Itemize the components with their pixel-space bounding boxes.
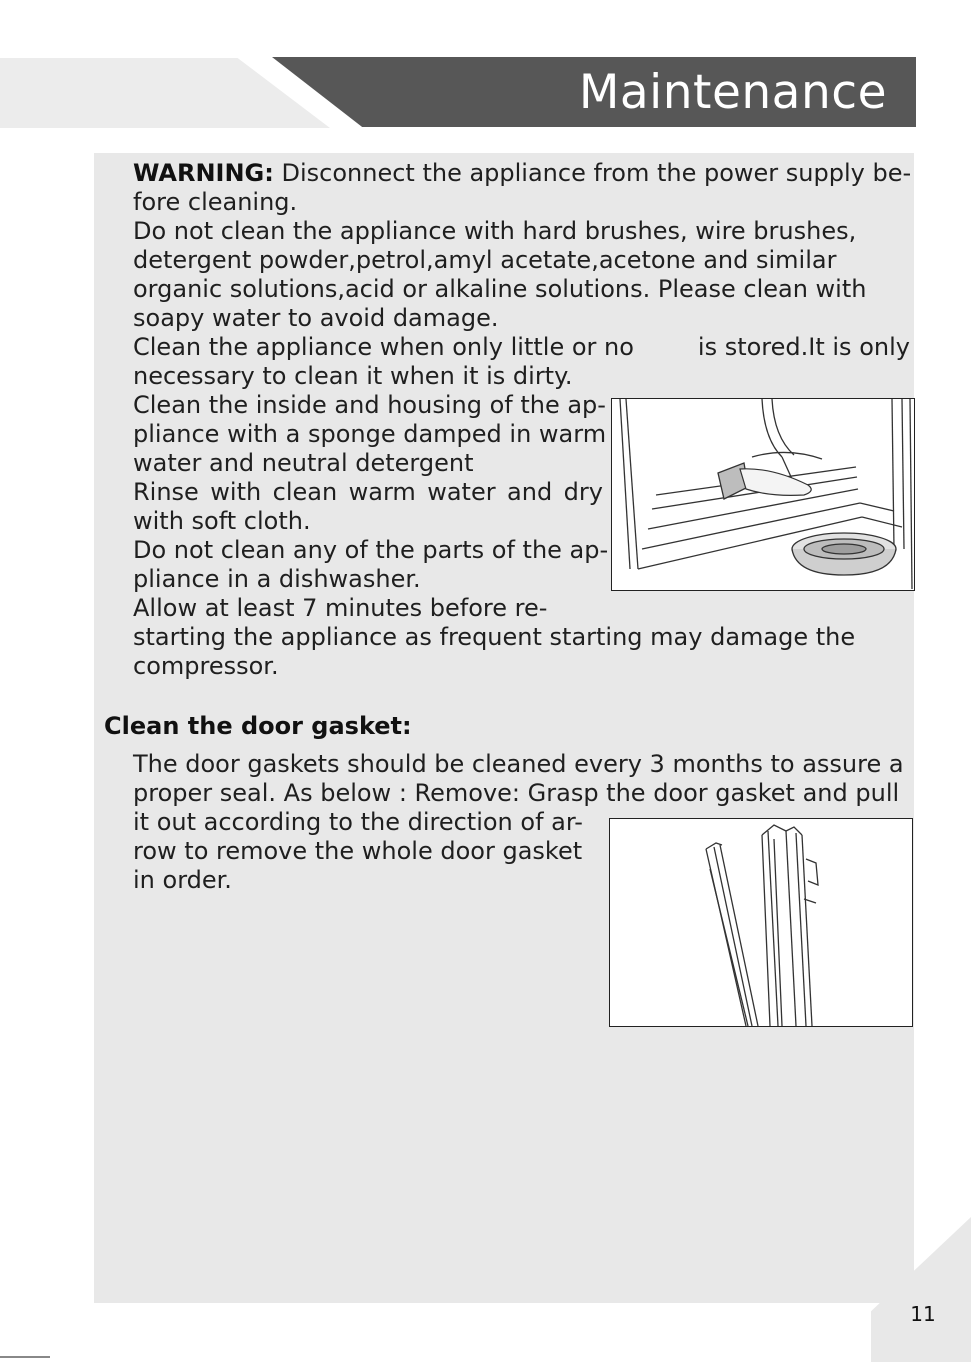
word: with <box>210 478 262 506</box>
page-number: 11 <box>910 1302 936 1326</box>
text-line: The door gaskets should be cleaned every 3 months to assure a <box>133 750 904 778</box>
text-line: with soft cloth. <box>133 507 311 535</box>
text-line: in order. <box>133 866 232 894</box>
footer-mark <box>0 1356 50 1358</box>
text-line: detergent powder,petrol,amyl acetate,acetone and similar <box>133 246 837 274</box>
text-line: necessary to clean it when it is dirty. <box>133 362 573 390</box>
text-line: Do not clean any of the parts of the ap- <box>133 536 609 564</box>
word: and <box>507 478 553 506</box>
text-line: Clean the inside and housing of the ap- <box>133 391 606 419</box>
text-line <box>133 333 908 362</box>
door-gasket-illustration <box>609 818 913 1027</box>
word: Rinse <box>133 478 199 506</box>
cleaning-drawing <box>612 399 914 590</box>
text-segment: is stored.It is only <box>697 333 910 361</box>
page-title: Maintenance <box>578 65 887 120</box>
text-line: Do not clean the appliance with hard brushes, wire brushes, <box>133 217 857 245</box>
text-line-justified <box>133 478 603 507</box>
text-line: proper seal. As below : Remove: Grasp the door gasket and pull <box>133 779 900 807</box>
text-line: pliance in a dishwasher. <box>133 565 421 593</box>
cleaning-illustration <box>611 398 915 591</box>
text-line: soapy water to avoid damage. <box>133 304 499 332</box>
text-line: water and neutral detergent <box>133 449 474 477</box>
text-line: starting the appliance as frequent starting may damage the <box>133 623 856 651</box>
word: warm <box>348 478 416 506</box>
text-line: row to remove the whole door gasket <box>133 837 583 865</box>
text-line: Allow at least 7 minutes before re- <box>133 594 548 622</box>
text-line: compressor. <box>133 652 279 680</box>
word: dry <box>563 478 603 506</box>
word: water <box>427 478 496 506</box>
warning-label: WARNING: <box>133 159 274 187</box>
text-line: pliance with a sponge damped in warm <box>133 420 607 448</box>
word: clean <box>272 478 338 506</box>
text-line: fore cleaning. <box>133 188 298 216</box>
warning-text: Disconnect the appliance from the power supply be- <box>273 159 912 187</box>
header-light-tab <box>0 58 330 128</box>
section-heading: Clean the door gasket: <box>104 712 412 740</box>
text-segment: Clean the appliance when only little or no <box>133 333 634 361</box>
text-line: organic solutions,acid or alkaline solutions. Please clean with <box>133 275 867 303</box>
warning-line <box>133 159 912 188</box>
text-line: it out according to the direction of ar- <box>133 808 583 836</box>
door-gasket-drawing <box>610 819 912 1026</box>
